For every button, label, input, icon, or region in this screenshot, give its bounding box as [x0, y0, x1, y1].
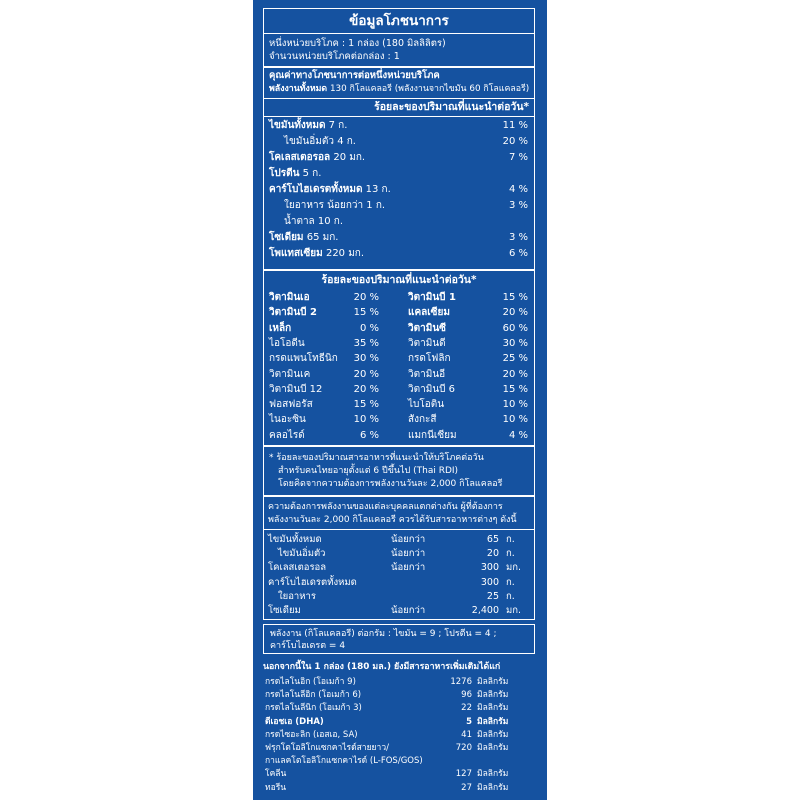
limit-row [264, 590, 534, 603]
energy-conversion-line: คาร์โบไฮเดรต = 4 [270, 641, 346, 651]
vitamin-name: ไนอะซิน [269, 414, 306, 426]
extra-row [263, 768, 535, 780]
extra-row [263, 716, 535, 728]
nutrient-amount: 10 ก. [317, 216, 344, 227]
limit-qualifier: น้อยกว่า [391, 548, 426, 560]
vitamin-row [264, 337, 534, 351]
nutrient-name: โซเดียม [269, 232, 304, 243]
extra-unit: มิลลิกรัม [477, 677, 509, 687]
vitamin-percent: 30 % [353, 353, 379, 365]
energy-line [269, 83, 529, 95]
limit-value: 25 [486, 590, 499, 602]
nutrient-row [264, 135, 534, 149]
nutrient-row [264, 199, 534, 213]
vitamin-percent: 10 % [502, 399, 528, 411]
energy-label: พลังงานทั้งหมด [269, 84, 328, 94]
rdi-heading: ร้อยละของปริมาณที่แนะนำต่อวัน* [374, 101, 529, 113]
nutrient-name: ใยอาหาร [284, 200, 324, 211]
vitamin-row [264, 398, 534, 412]
vitamin-row [264, 383, 534, 397]
extra-name: กรดไซอะลิก (เอสเอ, SA) [265, 729, 358, 740]
nutrient-name: ไขมันอิ่มตัว [284, 136, 334, 147]
nutrient-name: คาร์โบไฮเดรตทั้งหมด [269, 184, 363, 195]
limit-qualifier: น้อยกว่า [391, 562, 426, 574]
nutrient-percent: 4 % [508, 184, 528, 195]
nutrient-amount: 20 มก. [333, 152, 366, 163]
vitamin-heading: ร้อยละของปริมาณที่แนะนำต่อวัน* [321, 274, 477, 286]
extra-name: กรดไลโนอิก (โอเมก้า 9) [265, 677, 356, 687]
extra-name: ดีเอชเอ (DHA) [265, 716, 324, 727]
extra-value: 720 [455, 743, 472, 753]
nutrient-amount: 220 มก. [325, 248, 365, 259]
vitamin-percent: 0 % [359, 322, 379, 334]
nutrient-row [264, 167, 534, 181]
footnote-line: * ร้อยละของปริมาณสารอาหารที่แนะนำให้บริโภคต่อวัน [269, 453, 484, 463]
energy-conversion-line: พลังงาน (กิโลแคลอรี) ต่อกรัม : ไขมัน = 9 ; โปรตีน = 4 ; [270, 629, 497, 639]
nutrient-percent: 7 % [508, 152, 528, 163]
divider [264, 33, 534, 34]
requirement-line: พลังงานวันละ 2,000 กิโลแคลอรี ควรได้รับสารอาหารต่างๆ ดังนี้ [268, 515, 517, 525]
limit-value: 300 [480, 576, 499, 588]
vitamin-row [264, 322, 534, 336]
limit-name: คาร์โบไฮเดรตทั้งหมด [268, 576, 357, 588]
vitamin-name: วิตามินอี [408, 368, 446, 380]
energy-value: 130 กิโลแคลอรี (พลังงานจากไขมัน 60 กิโลแคลอรี) [329, 84, 530, 94]
vitamin-percent: 60 % [502, 322, 528, 334]
vitamin-name: วิตามินซี [408, 322, 446, 334]
limit-value: 300 [480, 562, 499, 574]
vitamin-name: คลอไรด์ [269, 429, 305, 441]
extra-name: กาแลคโตโอลิโกแซกคาไรด์ (L-FOS/GOS) [265, 756, 423, 767]
servings-per-box: จำนวนหน่วยบริโภคต่อกล่อง : 1 [269, 51, 400, 62]
footnote-line: สำหรับคนไทยอายุตั้งแต่ 6 ปีขึ้นไป (Thai RDI) [278, 466, 459, 476]
vitamin-row [264, 291, 534, 305]
vitamin-name: แคลเซียม [408, 307, 450, 319]
extra-row [263, 729, 535, 741]
nutrient-name: โพแทสเซียม [269, 248, 323, 259]
vitamin-name: วิตามินเอ [269, 292, 310, 303]
vitamin-box [263, 270, 535, 446]
extra-name: กรดไลโนลีอิก (โอเมก้า 6) [265, 690, 362, 701]
vitamin-row [264, 429, 534, 443]
extra-value: 96 [461, 690, 472, 701]
extra-value: 22 [461, 703, 472, 714]
nutrient-name: โคเลสเตอรอล [269, 152, 331, 163]
nutrient-row [264, 183, 534, 197]
nutrient-name: โปรตีน [269, 168, 300, 179]
vitamin-name: วิตามินเค [269, 368, 311, 380]
limit-name: ใยอาหาร [278, 590, 316, 602]
divider [264, 116, 534, 117]
extra-row [263, 702, 535, 714]
extra-name: กรดไลโนลีนิก (โอเมก้า 3) [265, 703, 362, 714]
extra-unit: มิลลิกรัม [477, 690, 509, 701]
vitamin-percent: 4 % [508, 429, 528, 441]
vitamin-name: วิตามินบี 12 [269, 383, 323, 395]
vitamin-percent: 10 % [502, 414, 528, 426]
nutrient-row [264, 119, 534, 133]
nutrient-amount: 5 ก. [302, 168, 322, 179]
nutrient-amount: 7 ก. [328, 120, 348, 131]
nutrient-row [264, 231, 534, 245]
vitamin-row [264, 368, 534, 382]
vitamin-name: วิตามินบี 1 [408, 292, 456, 303]
extra-value: 27 [461, 782, 472, 793]
vitamin-name: กรดแพนโทธีนิก [269, 353, 338, 365]
nutrient-amount: 13 ก. [365, 184, 391, 195]
extra-unit: มิลลิกรัม [477, 769, 509, 780]
divider [264, 66, 534, 68]
vitamin-name: วิตามินดี [408, 337, 446, 349]
nutrient-percent: 3 % [508, 200, 528, 211]
limit-unit: ก. [506, 534, 515, 545]
limit-qualifier: น้อยกว่า [391, 534, 426, 545]
footnote-line: โดยคิดจากความต้องการพลังงานวันละ 2,000 กิโลแคลอรี [278, 479, 503, 489]
vitamin-name: วิตามินบี 2 [269, 307, 317, 319]
limit-value: 2,400 [471, 605, 499, 616]
nutrient-percent: 20 % [502, 136, 528, 147]
extra-unit: มิลลิกรัม [477, 782, 509, 793]
serving-size: หนึ่งหน่วยบริโภค : 1 กล่อง (180 มิลลิลิตร) [269, 38, 446, 49]
extra-value: 41 [461, 729, 472, 740]
nutrient-percent: 11 % [502, 120, 528, 131]
vitamin-name: วิตามินบี 6 [408, 383, 456, 395]
nutrient-row [264, 151, 534, 165]
vitamin-percent: 25 % [502, 353, 528, 365]
vitamin-percent: 15 % [502, 292, 528, 303]
limit-name: โซเดียม [268, 605, 301, 616]
nutrient-amount: 65 มก. [306, 232, 339, 243]
extra-heading: นอกจากนี้ใน 1 กล่อง (180 มล.) ยังมีสารอาหารเพิ่มเติมได้แก่ [263, 662, 501, 672]
vitamin-percent: 15 % [502, 383, 528, 395]
extra-value: 1276 [450, 677, 472, 687]
limit-row [264, 576, 534, 589]
limit-row [264, 533, 534, 546]
requirement-line: ความต้องการพลังงานของแต่ละบุคคลแตกต่างกัน ผู้ที่ต้องการ [268, 502, 503, 512]
limit-name: ไขมันทั้งหมด [268, 534, 322, 545]
requirement-box [263, 496, 535, 620]
extra-row [263, 676, 535, 688]
vitamin-name: เหล็ก [269, 322, 292, 334]
nutrient-amount: น้อยกว่า 1 ก. [327, 200, 386, 211]
nutrient-name: ไขมันทั้งหมด [269, 120, 326, 131]
vitamin-name: แมกนีเซียม [408, 429, 457, 441]
extra-unit: มิลลิกรัม [477, 743, 509, 753]
limit-unit: มก. [506, 605, 522, 616]
limit-name: โคเลสเตอรอล [268, 562, 327, 574]
extra-unit: มิลลิกรัม [477, 716, 509, 727]
vitamin-percent: 15 % [353, 307, 379, 319]
limit-qualifier: น้อยกว่า [391, 605, 426, 616]
extra-row [263, 742, 535, 754]
extra-value: 5 [466, 716, 472, 727]
vitamin-name: ไอโอดีน [269, 337, 305, 349]
extra-row [263, 782, 535, 794]
vitamin-percent: 20 % [353, 368, 379, 380]
vitamin-percent: 30 % [502, 337, 528, 349]
limit-row [264, 604, 534, 617]
vitamin-percent: 20 % [353, 383, 379, 395]
limit-unit: มก. [506, 562, 522, 574]
nutrition-label [253, 0, 547, 800]
nutrient-name: น้ำตาล [284, 216, 315, 227]
per-serving-heading: คุณค่าทางโภชนาการต่อหนึ่งหน่วยบริโภค [269, 70, 440, 81]
label-title: ข้อมูลโภชนาการ [349, 13, 449, 29]
extra-name: ฟรุกโตโอลิโกแซกคาไรด์สายยาว/ [265, 743, 389, 753]
vitamin-percent: 20 % [353, 292, 379, 303]
nutrient-amount: 4 ก. [337, 136, 356, 147]
limit-name: ไขมันอิ่มตัว [278, 548, 326, 560]
limit-unit: ก. [506, 590, 515, 602]
vitamin-percent: 35 % [353, 337, 379, 349]
limit-unit: ก. [506, 576, 515, 588]
nutrient-row [264, 215, 534, 229]
extra-unit: มิลลิกรัม [477, 703, 509, 714]
vitamin-percent: 20 % [502, 368, 528, 380]
vitamin-percent: 6 % [359, 429, 379, 441]
vitamin-percent: 10 % [353, 414, 379, 426]
divider [264, 529, 534, 530]
limit-value: 65 [486, 534, 499, 545]
footnote-box [263, 446, 535, 496]
extra-value: 127 [455, 769, 472, 780]
nutrient-percent: 6 % [508, 248, 528, 259]
extra-name: ทอรีน [265, 782, 287, 793]
limit-value: 20 [486, 548, 499, 560]
limit-row [264, 547, 534, 560]
vitamin-row [264, 306, 534, 320]
nutrient-row [264, 247, 534, 261]
nutrition-facts-box [263, 8, 535, 270]
energy-conversion-box [263, 624, 535, 654]
extra-unit: มิลลิกรัม [477, 729, 509, 740]
extra-row [263, 755, 535, 767]
vitamin-name: ฟอสฟอรัส [269, 399, 313, 411]
extra-row [263, 689, 535, 701]
vitamin-row [264, 352, 534, 366]
vitamin-percent: 15 % [353, 399, 379, 411]
vitamin-percent: 20 % [502, 307, 528, 319]
vitamin-name: สังกะสี [408, 414, 437, 426]
extra-name: โคลีน [265, 769, 287, 780]
nutrient-percent: 3 % [508, 232, 528, 243]
vitamin-name: ไบโอติน [408, 399, 445, 411]
limit-row [264, 561, 534, 574]
vitamin-row [264, 413, 534, 427]
extra-nutrients [263, 676, 535, 800]
limit-unit: ก. [506, 548, 515, 560]
vitamin-name: กรดโฟลิก [408, 353, 451, 365]
divider [264, 98, 534, 99]
